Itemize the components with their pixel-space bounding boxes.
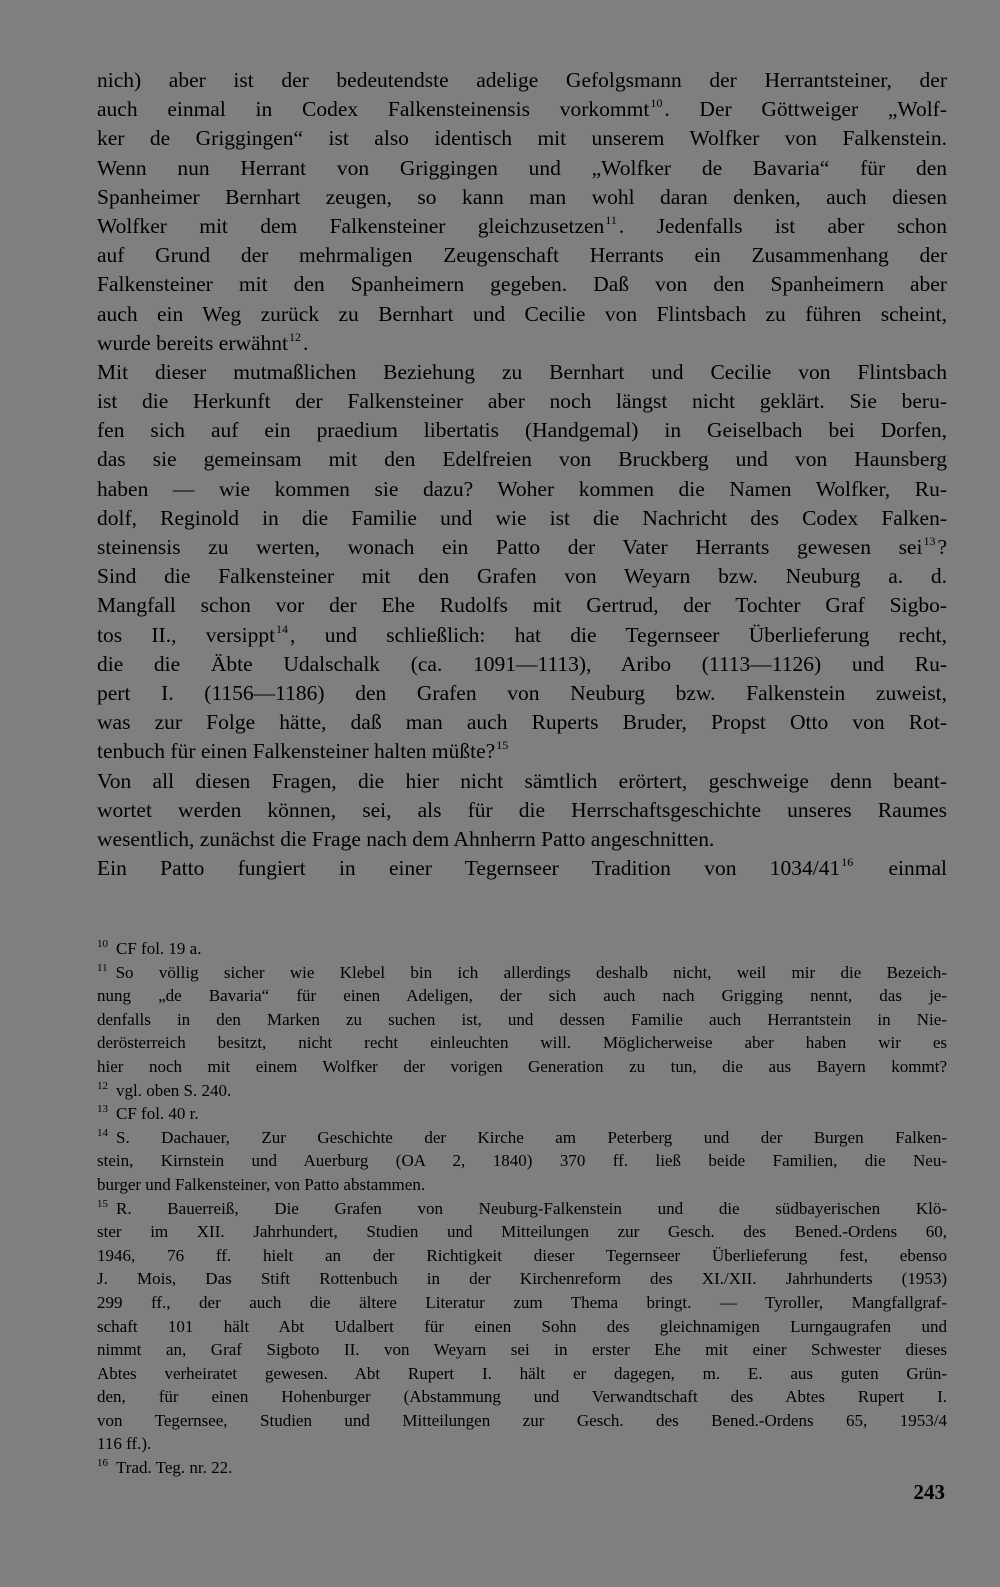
text-line	[97, 504, 947, 533]
footnote-text: S. Dachauer, Zur Geschichte der Kirche am Peterberg und der Burgen Falken-	[116, 1127, 947, 1147]
text-line	[97, 533, 947, 562]
footnote-text: vgl. oben S. 240.	[116, 1080, 232, 1100]
text-segment: ker de Griggingen“ ist also identisch mit unserem Wolfker von Falkenstein.	[97, 126, 947, 151]
footnote-reference: 13	[923, 534, 936, 548]
footnote-number: 16	[97, 1457, 108, 1470]
text-line	[97, 767, 947, 796]
text-line	[97, 154, 947, 183]
text-line	[97, 241, 947, 270]
text-segment: Falkensteiner mit den Spanheimern gegeben. Daß von den Spanheimern aber	[97, 272, 947, 297]
text-segment: .	[303, 330, 309, 355]
footnote-line	[97, 1362, 947, 1386]
footnote-text: nimmt an, Graf Sigboto II. von Weyarn sei in erster Ehe mit einer Schwester dieses	[97, 1340, 947, 1360]
footnote-line	[97, 1338, 947, 1362]
footnote-text: CF fol. 40 r.	[116, 1104, 199, 1124]
footnote-line	[97, 1456, 947, 1480]
footnote-text: 299 ff., der auch die ältere Literatur zum Thema bringt. — Tyroller, Mangfallgraf-	[97, 1292, 947, 1312]
footnote-line	[97, 1220, 947, 1244]
text-line	[97, 416, 947, 445]
text-line	[97, 300, 947, 329]
text-line	[97, 270, 947, 299]
footnote-text: hier noch mit einem Wolfker der vorigen Generation zu tun, die aus Bayern kommt?	[97, 1056, 947, 1076]
page-number: 243	[913, 1480, 945, 1504]
footnote-text: Trad. Teg. nr. 22.	[116, 1458, 233, 1478]
text-segment: wurde bereits erwähnt	[97, 330, 289, 355]
text-segment: dolf, Reginold in die Familie und wie ist die Nachricht des Codex Falken-	[97, 505, 947, 530]
footnote-line	[97, 1079, 947, 1103]
footnote-reference: 10	[650, 96, 663, 111]
text-line	[97, 562, 947, 591]
text-segment: steinensis zu werten, wonach ein Patto der Vater Herrants gewesen sei	[97, 535, 923, 559]
footnote-reference: 14	[276, 621, 289, 636]
text-segment: Wolfker mit dem Falkensteiner gleichzusetzen	[97, 213, 605, 238]
footnote-text: schaft 101 hält Abt Udalbert für einen Sohn des gleichnamigen Lurngaugrafen und	[97, 1316, 947, 1336]
text-line	[97, 358, 947, 387]
footnote-line	[97, 1315, 947, 1339]
text-segment: tenbuch für einen Falkensteiner halten müßte?	[97, 739, 496, 764]
footnote-text: Abtes verheiratet gewesen. Abt Rupert I. hält er dagegen, m. E. aus guten Grün-	[97, 1363, 947, 1383]
footnote-line	[97, 1432, 947, 1456]
text-segment: einmal	[855, 856, 947, 881]
footnote-text: denfalls in den Marken zu suchen ist, und dessen Familie auch Herrantstein in Nie-	[97, 1009, 947, 1029]
footnote-text: CF fol. 19 a.	[116, 939, 202, 958]
footnote-text: von Tegernsee, Studien und Mitteilungen zur Gesch. des Bened.-Ordens 65, 1953/4	[97, 1410, 947, 1430]
footnote-reference: 16	[841, 855, 854, 870]
footnote-line	[97, 1149, 947, 1173]
footnote-line	[97, 1031, 947, 1055]
text-line	[97, 650, 947, 679]
text-segment: die die Äbte Udalschalk (ca. 1091—1113), Aribo (1113—1126) und Ru-	[97, 651, 947, 676]
text-line	[97, 183, 947, 212]
text-line	[97, 796, 947, 825]
footnote-text: nung „de Bavaria“ für einen Adeligen, der sich auch nach Grigging nennt, das je-	[97, 986, 947, 1006]
footnote-line	[97, 1385, 947, 1409]
text-line	[97, 854, 947, 883]
footnote-text: R. Bauerreiß, Die Grafen von Neuburg-Falkenstein und die südbayerischen Klö-	[116, 1198, 947, 1218]
text-segment: wesentlich, zunächst die Frage nach dem Ahnherrn Patto angeschnitten.	[97, 826, 715, 851]
footnote-number: 14	[97, 1126, 108, 1139]
text-line	[97, 708, 947, 737]
footnote-text: So völlig sicher wie Klebel bin ich allerdings deshalb nicht, weil mir die Bezeich-	[115, 962, 947, 982]
footnote-reference: 11	[605, 212, 617, 227]
footnote-text: derösterreich besitzt, nicht recht einleuchten will. Möglicherweise aber haben wir es	[97, 1033, 947, 1053]
footnote-line	[97, 937, 947, 961]
text-line	[97, 124, 947, 153]
text-segment: . Jedenfalls ist aber schon	[618, 213, 947, 238]
footnote-line	[97, 1244, 947, 1268]
footnote-line	[97, 984, 947, 1008]
main-text-body	[97, 66, 947, 883]
text-segment: Ein Patto fungiert in einer Tegernseer Tradition von 1034/41	[97, 856, 841, 881]
footnote-reference: 12	[289, 329, 302, 344]
footnote-text: 116 ff.).	[97, 1434, 152, 1454]
text-line	[97, 737, 947, 766]
footnote-number: 12	[97, 1079, 108, 1092]
text-line	[97, 591, 947, 620]
footnote-line	[97, 1126, 947, 1150]
footnote-line	[97, 1173, 947, 1197]
text-segment: auch ein Weg zurück zu Bernhart und Cecilie von Flintsbach zu führen scheint,	[97, 301, 947, 326]
footnote-number: 15	[97, 1197, 108, 1210]
text-segment: auf Grund der mehrmaligen Zeugenschaft Herrants ein Zusammenhang der	[97, 243, 947, 268]
text-segment: wortet werden können, sei, als für die Herrschaftsgeschichte unseres Raumes	[97, 797, 947, 822]
footnote-number: 11	[97, 961, 108, 974]
footnote-line	[97, 1008, 947, 1032]
text-line	[97, 329, 947, 358]
text-segment: Sind die Falkensteiner mit den Grafen von Weyarn bzw. Neuburg a. d.	[97, 564, 947, 589]
text-segment: tos II., versippt	[97, 622, 276, 647]
footnote-reference: 15	[496, 738, 509, 753]
footnote-line	[97, 1267, 947, 1291]
text-segment: Mit dieser mutmaßlichen Beziehung zu Bernhart und Cecilie von Flintsbach	[97, 359, 947, 384]
text-segment: Mangfall schon vor der Ehe Rudolfs mit Gertrud, der Tochter Graf Sigbo-	[97, 593, 947, 618]
text-line	[97, 475, 947, 504]
footnote-line	[97, 1291, 947, 1315]
text-segment: . Der Göttweiger „Wolf-	[664, 97, 947, 122]
footnote-number: 10	[97, 938, 108, 950]
text-line	[97, 387, 947, 416]
footnote-text: den, für einen Hohenburger (Abstammung und Verwandtschaft des Abtes Rupert I.	[97, 1387, 947, 1407]
footnote-line	[97, 1409, 947, 1433]
text-line	[97, 445, 947, 474]
text-segment: Spanheimer Bernhart zeugen, so kann man wohl daran denken, auch diesen	[97, 184, 947, 209]
footnote-text: J. Mois, Das Stift Rottenbuch in der Kirchenreform des XI./XII. Jahrhunderts (1953)	[97, 1269, 947, 1289]
text-line	[97, 66, 947, 95]
text-segment: auch einmal in Codex Falkensteinensis vorkommt	[97, 97, 650, 122]
text-line	[97, 95, 947, 124]
footnote-line	[97, 1197, 947, 1221]
text-segment: das sie gemeinsam mit den Edelfreien von Bruckberg und von Haunsberg	[97, 447, 947, 472]
text-segment: , und schließlich: hat die Tegernseer Überlieferung recht,	[290, 622, 947, 647]
footnote-line	[97, 1102, 947, 1126]
footnote-line	[97, 1055, 947, 1079]
text-segment: ist die Herkunft der Falkensteiner aber noch längst nicht geklärt. Sie beru-	[97, 389, 947, 414]
text-line	[97, 679, 947, 708]
footnotes-section	[97, 937, 947, 1480]
text-line	[97, 621, 947, 650]
text-segment: haben — wie kommen sie dazu? Woher kommen die Namen Wolfker, Ru-	[97, 476, 947, 501]
footnote-number: 13	[97, 1103, 108, 1116]
footnote-text: burger und Falkensteiner, von Patto abstammen.	[97, 1174, 426, 1194]
footnote-text: ster im XII. Jahrhundert, Studien und Mitteilungen zur Gesch. des Bened.-Ordens 60,	[97, 1222, 947, 1242]
text-segment: nich) aber ist der bedeutendste adelige Gefolgsmann der Herrantsteiner, der	[97, 68, 947, 92]
text-line	[97, 212, 947, 241]
text-segment: ?	[937, 535, 947, 559]
footnote-text: 1946, 76 ff. hielt an der Richtigkeit dieser Tegernseer Überlieferung fest, ebenso	[97, 1245, 947, 1265]
text-line	[97, 825, 947, 854]
text-segment: Von all diesen Fragen, die hier nicht sämtlich erörtert, geschweige denn beant-	[97, 768, 947, 793]
text-segment: Wenn nun Herrant von Griggingen und „Wolfker de Bavaria“ für den	[97, 155, 947, 180]
text-segment: pert I. (1156—1186) den Grafen von Neuburg bzw. Falkenstein zuweist,	[97, 680, 947, 705]
footnote-text: stein, Kirnstein und Auerburg (OA 2, 1840) 370 ff. ließ beide Familien, die Neu-	[97, 1151, 947, 1171]
text-segment: was zur Folge hätte, daß man auch Ruperts Bruder, Propst Otto von Rot-	[97, 710, 947, 735]
text-segment: fen sich auf ein praedium libertatis (Handgemal) in Geiselbach bei Dorfen,	[97, 418, 947, 443]
footnote-line	[97, 961, 947, 985]
